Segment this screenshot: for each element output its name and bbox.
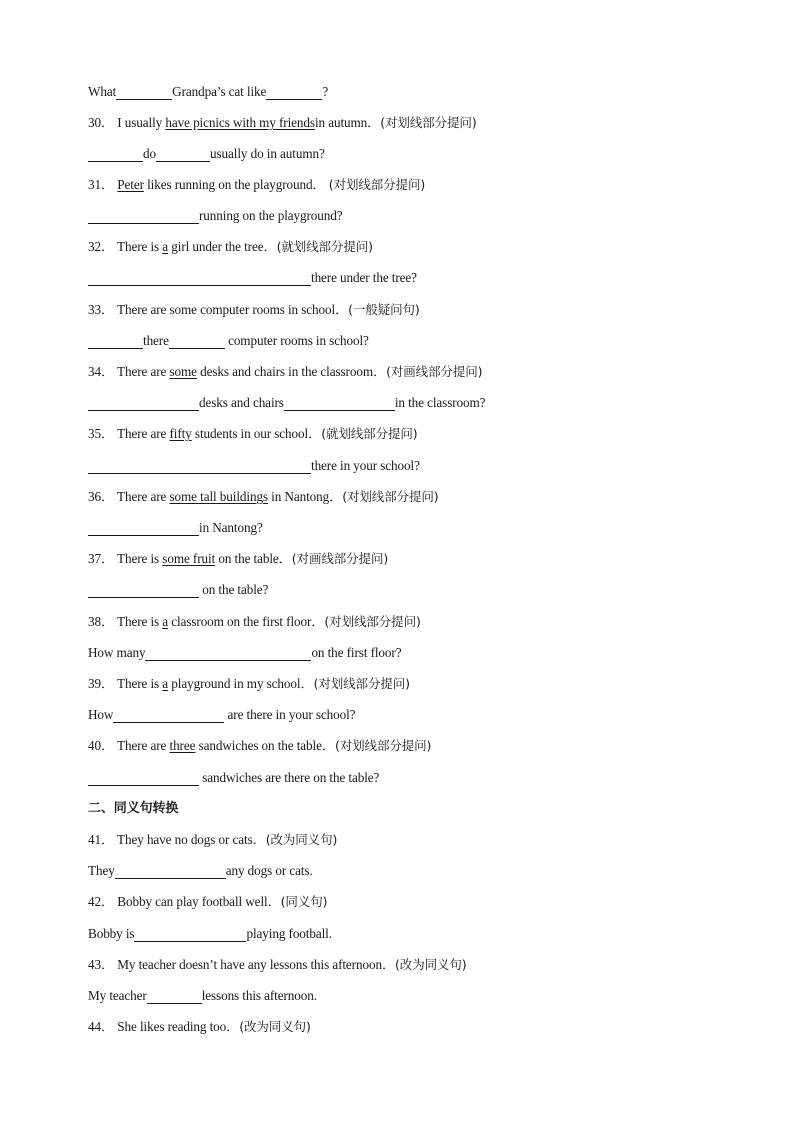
answer-text: do bbox=[143, 146, 156, 161]
answer-blank[interactable] bbox=[190, 926, 246, 942]
question-text: There is bbox=[117, 676, 160, 691]
instruction-note: (对划线部分提问) bbox=[324, 614, 421, 629]
underlined-phrase: a bbox=[162, 239, 169, 254]
answer-text: are there in your school? bbox=[227, 707, 356, 722]
answer-blank[interactable] bbox=[88, 333, 143, 349]
question-39 bbox=[88, 672, 410, 696]
underlined-phrase: Peter bbox=[117, 177, 144, 192]
answer-blank[interactable] bbox=[134, 926, 190, 942]
answer-line-43 bbox=[88, 984, 317, 1008]
question-text: There is bbox=[117, 614, 160, 629]
answer-line-31 bbox=[88, 204, 343, 228]
answer-blank[interactable] bbox=[145, 645, 200, 661]
question-number: 38． bbox=[88, 614, 115, 629]
answer-text: desks and chairs bbox=[199, 395, 284, 410]
instruction-note: (对划线部分提问) bbox=[313, 676, 410, 691]
answer-line-37 bbox=[88, 578, 268, 602]
answer-blank[interactable] bbox=[88, 582, 199, 598]
instruction-note: (一般疑问句) bbox=[348, 302, 420, 317]
answer-text: running on the playground? bbox=[199, 208, 343, 223]
answer-text: playing football. bbox=[246, 926, 332, 941]
answer-text: How many bbox=[88, 645, 146, 660]
answer-line-40 bbox=[88, 766, 379, 790]
underlined-phrase: a bbox=[162, 614, 169, 629]
question-number: 32． bbox=[88, 239, 115, 254]
instruction-note: (改为同义句) bbox=[265, 832, 338, 847]
answer-blank[interactable] bbox=[156, 146, 210, 162]
answer-blank[interactable] bbox=[88, 520, 199, 536]
answer-text: on the table? bbox=[202, 582, 269, 597]
instruction-note: (对划线部分提问) bbox=[380, 115, 477, 130]
answer-line-42 bbox=[88, 922, 332, 946]
question-number: 30． bbox=[88, 115, 115, 130]
question-text: I usually bbox=[117, 115, 163, 130]
question-number: 41． bbox=[88, 832, 115, 847]
answer-text: lessons this afternoon. bbox=[201, 988, 317, 1003]
answer-line-34 bbox=[88, 391, 485, 415]
instruction-note: (就划线部分提问) bbox=[321, 426, 418, 441]
question-text: girl under the tree． bbox=[171, 239, 277, 254]
answer-line-39 bbox=[88, 703, 355, 727]
question-text: They have no dogs or cats． bbox=[117, 832, 266, 847]
underlined-phrase: some fruit bbox=[162, 551, 216, 566]
answer-blank[interactable] bbox=[88, 458, 311, 474]
answer-text: usually do in autumn? bbox=[210, 146, 325, 161]
question-text: There are some computer rooms in school． bbox=[117, 302, 349, 317]
answer-blank[interactable] bbox=[88, 146, 143, 162]
answer-text: Grandpa’s cat like bbox=[172, 84, 267, 99]
instruction-note: (同义句) bbox=[280, 894, 328, 909]
question-33 bbox=[88, 298, 420, 322]
question-44 bbox=[88, 1015, 311, 1039]
question-text: There are bbox=[117, 364, 167, 379]
answer-text: How bbox=[88, 707, 114, 722]
question-text: classroom on the first floor． bbox=[171, 614, 325, 629]
answer-blank[interactable] bbox=[116, 84, 172, 100]
answer-blank[interactable] bbox=[284, 395, 395, 411]
question-number: 37． bbox=[88, 551, 115, 566]
question-text: in Nantong． bbox=[271, 489, 343, 504]
answer-blank[interactable] bbox=[200, 645, 311, 661]
answer-line-29 bbox=[88, 80, 328, 104]
answer-line-41 bbox=[88, 859, 313, 883]
instruction-note: (对画线部分提问) bbox=[386, 364, 483, 379]
instruction-note: (改为同义句) bbox=[239, 1019, 311, 1034]
question-32 bbox=[88, 235, 373, 259]
underlined-phrase: some tall buildings bbox=[169, 489, 268, 504]
question-42 bbox=[88, 890, 327, 914]
instruction-note: (对划线部分提问) bbox=[342, 489, 439, 504]
answer-blank[interactable] bbox=[88, 270, 311, 286]
answer-blank[interactable] bbox=[115, 863, 226, 879]
question-36 bbox=[88, 485, 439, 509]
question-number: 34． bbox=[88, 364, 115, 379]
answer-text: Bobby is bbox=[88, 926, 135, 941]
question-number: 43． bbox=[88, 957, 115, 972]
question-text: desks and chairs in the classroom． bbox=[200, 364, 387, 379]
answer-line-38 bbox=[88, 641, 401, 665]
instruction-note: (对划线部分提问) bbox=[334, 738, 432, 753]
answer-text: there bbox=[143, 333, 169, 348]
question-35 bbox=[88, 422, 418, 446]
question-number: 33． bbox=[88, 302, 115, 317]
answer-blank[interactable] bbox=[88, 208, 199, 224]
answer-text: in Nantong? bbox=[199, 520, 263, 535]
question-text: There is bbox=[117, 551, 160, 566]
answer-text: there in your school? bbox=[311, 458, 420, 473]
question-30 bbox=[88, 111, 477, 135]
answer-line-33 bbox=[88, 329, 369, 353]
instruction-note: (对划线部分提问) bbox=[328, 177, 426, 192]
question-34 bbox=[88, 360, 482, 384]
question-38 bbox=[88, 610, 421, 634]
underlined-phrase: three bbox=[169, 738, 196, 753]
question-text: playground in my school． bbox=[171, 676, 314, 691]
answer-text: What bbox=[88, 84, 117, 99]
answer-blank[interactable] bbox=[113, 707, 224, 723]
underlined-phrase: fifty bbox=[169, 426, 192, 441]
question-number: 31． bbox=[88, 177, 115, 192]
underlined-phrase: some bbox=[169, 364, 197, 379]
underlined-phrase: have picnics with my friends bbox=[165, 115, 315, 130]
section-heading: 二、同义句转换 bbox=[88, 801, 179, 816]
answer-line-32 bbox=[88, 266, 417, 290]
answer-blank[interactable] bbox=[147, 988, 202, 1004]
answer-blank[interactable] bbox=[266, 84, 322, 100]
answer-text: on the first floor? bbox=[311, 645, 402, 660]
instruction-note: (对画线部分提问) bbox=[291, 551, 389, 566]
question-number: 35． bbox=[88, 426, 115, 441]
answer-text: ? bbox=[322, 84, 329, 99]
answer-blank[interactable] bbox=[169, 333, 225, 349]
answer-blank[interactable] bbox=[88, 395, 199, 411]
answer-blank[interactable] bbox=[88, 770, 199, 786]
question-text: sandwiches on the table． bbox=[198, 738, 335, 753]
question-number: 42． bbox=[88, 894, 115, 909]
answer-text: computer rooms in school? bbox=[228, 333, 369, 348]
underlined-phrase: a bbox=[162, 676, 169, 691]
question-43 bbox=[88, 953, 467, 977]
answer-line-30 bbox=[88, 142, 325, 166]
question-text: There are bbox=[117, 426, 167, 441]
answer-line-35 bbox=[88, 454, 420, 478]
question-number: 40． bbox=[88, 738, 115, 753]
question-text: There is bbox=[117, 239, 160, 254]
answer-text: My teacher bbox=[88, 988, 147, 1003]
answer-text: there under the tree? bbox=[311, 270, 417, 285]
answer-text: They bbox=[88, 863, 115, 878]
question-31 bbox=[88, 173, 425, 197]
question-text: in autumn． bbox=[314, 115, 381, 130]
instruction-note: (改为同义句) bbox=[395, 957, 467, 972]
answer-text: in the classroom? bbox=[394, 395, 486, 410]
question-text: There are bbox=[117, 489, 167, 504]
question-text: She likes reading too． bbox=[117, 1019, 240, 1034]
question-number: 39． bbox=[88, 676, 115, 691]
question-37 bbox=[88, 547, 388, 571]
question-text: There are bbox=[117, 738, 167, 753]
instruction-note: (就划线部分提问) bbox=[276, 239, 373, 254]
question-number: 44． bbox=[88, 1019, 115, 1034]
answer-line-36 bbox=[88, 516, 263, 540]
question-number: 36． bbox=[88, 489, 115, 504]
question-text: students in our school． bbox=[194, 426, 322, 441]
question-text: on the table． bbox=[218, 551, 292, 566]
question-text: likes running on the playground． bbox=[147, 177, 326, 192]
question-40 bbox=[88, 734, 431, 758]
question-41 bbox=[88, 828, 337, 852]
question-text: Bobby can play football well． bbox=[117, 894, 281, 909]
answer-text: any dogs or cats. bbox=[225, 863, 313, 878]
question-text: My teacher doesn’t have any lessons this afternoon． bbox=[117, 957, 396, 972]
answer-text: sandwiches are there on the table? bbox=[202, 770, 380, 785]
